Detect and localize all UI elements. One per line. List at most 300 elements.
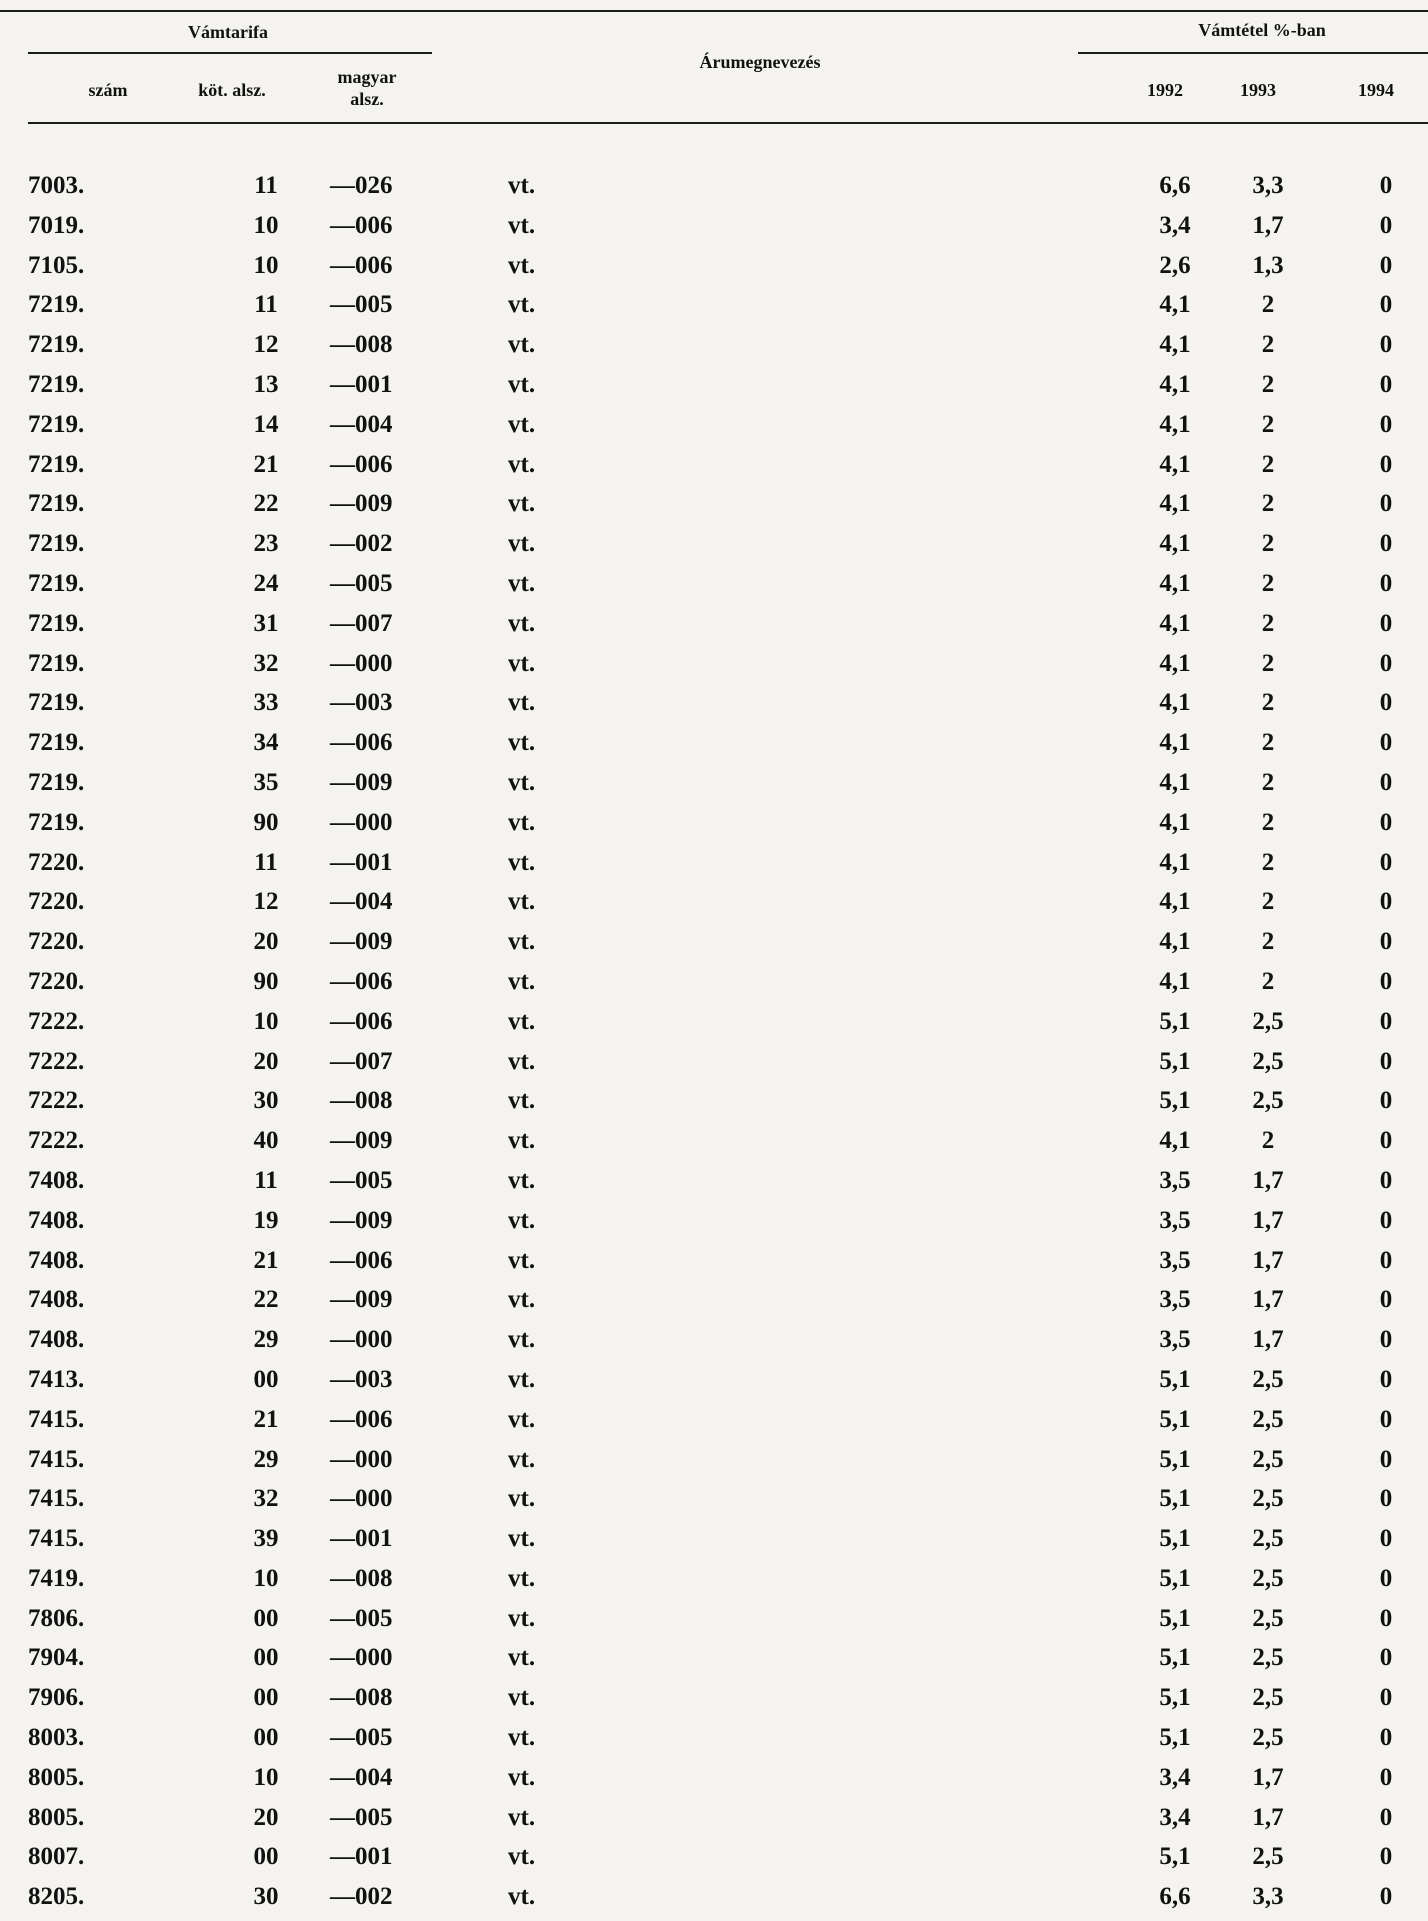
- tariff-number: [28, 1326, 84, 1354]
- tariff-number: [28, 1644, 84, 1672]
- product-name-text: vt.: [508, 1763, 536, 1791]
- rate-1994-text: 0: [1379, 1365, 1393, 1393]
- tariff-number-text: 7105.: [28, 251, 85, 279]
- magyar-alsz-text: —000: [330, 649, 393, 677]
- table-body: [0, 168, 1428, 1919]
- product-name: [508, 1724, 535, 1752]
- magyar-alsz-text: —006: [330, 1405, 393, 1433]
- product-name: [508, 1127, 535, 1155]
- rate-1992-text: 3,4: [1159, 1763, 1191, 1791]
- magyar-alsz-text: —007: [330, 609, 393, 637]
- rate-1994-text: 0: [1379, 1445, 1393, 1473]
- rate-1994-text: 0: [1379, 1724, 1393, 1752]
- rate-1992-text: 3,4: [1159, 1803, 1191, 1831]
- product-name: [508, 172, 535, 200]
- table-row: [0, 208, 1428, 248]
- product-name-text: vt.: [508, 211, 536, 239]
- product-name: [508, 1883, 535, 1911]
- product-name: [508, 1406, 535, 1434]
- tariff-number: [28, 650, 84, 678]
- kot-alsz-text: 10: [253, 251, 279, 279]
- kot-alsz-text: 10: [253, 211, 279, 239]
- product-name-text: vt.: [508, 1684, 536, 1712]
- product-name: [508, 1286, 535, 1314]
- rate-1993-text: 1,7: [1252, 1246, 1284, 1274]
- header-year-1993: 1993: [1240, 80, 1276, 100]
- rate-1992-text: 3,5: [1159, 1286, 1191, 1314]
- rate-1992-text: 3,5: [1159, 1246, 1191, 1274]
- product-name-text: vt.: [508, 1087, 536, 1115]
- kot-alsz-text: 00: [253, 1604, 279, 1632]
- table-row: [0, 1044, 1428, 1084]
- tariff-number-text: 7408.: [28, 1166, 85, 1194]
- tariff-number: [28, 331, 84, 359]
- product-name: [508, 769, 535, 797]
- tariff-number-text: 7408.: [28, 1326, 85, 1354]
- table-row: [0, 1521, 1428, 1561]
- rate-1992-text: 5,1: [1159, 1604, 1191, 1632]
- table-row: [0, 606, 1428, 646]
- tariff-number-text: 7219.: [28, 649, 85, 677]
- tariff-number-text: 8007.: [28, 1843, 85, 1871]
- magyar-alsz: [330, 1127, 393, 1155]
- table-row: [0, 725, 1428, 765]
- magyar-alsz: [330, 172, 393, 200]
- tariff-number: [28, 1724, 84, 1752]
- product-name: [508, 1764, 535, 1792]
- rate-1993-text: 2: [1261, 768, 1275, 796]
- rate-1993-text: 2,5: [1252, 1525, 1284, 1553]
- product-name-text: vt.: [508, 450, 536, 478]
- tariff-number-text: 7222.: [28, 1127, 85, 1155]
- magyar-alsz-text: —008: [330, 1087, 393, 1115]
- rate-1994-text: 0: [1379, 928, 1393, 956]
- tariff-number: [28, 252, 84, 280]
- rate-1992-text: 5,1: [1159, 1365, 1191, 1393]
- tariff-number: [28, 1605, 84, 1633]
- magyar-alsz: [330, 1167, 393, 1195]
- magyar-alsz: [330, 1326, 393, 1354]
- magyar-alsz-text: —008: [330, 1684, 393, 1712]
- magyar-alsz-text: —001: [330, 848, 393, 876]
- header-szam: szám: [88, 80, 128, 100]
- rate-1993-text: 2: [1261, 689, 1275, 717]
- table-row: [0, 884, 1428, 924]
- rate-1993-text: 2,5: [1252, 1405, 1284, 1433]
- kot-alsz-text: 39: [253, 1525, 279, 1553]
- rate-1993-text: 2,5: [1252, 1644, 1284, 1672]
- product-name-text: vt.: [508, 1883, 536, 1911]
- rate-1993-text: 1,7: [1252, 1803, 1284, 1831]
- rate-1994-text: 0: [1379, 291, 1393, 319]
- rate-1992-text: 4,1: [1159, 967, 1191, 995]
- rate-1993-text: 2: [1261, 530, 1275, 558]
- product-name-text: vt.: [508, 569, 536, 597]
- magyar-alsz-text: —000: [330, 808, 393, 836]
- tariff-number-text: 7415.: [28, 1445, 85, 1473]
- tariff-number-text: 7222.: [28, 1087, 85, 1115]
- product-name-text: vt.: [508, 1127, 536, 1155]
- magyar-alsz: [330, 331, 393, 359]
- table-row: [0, 1123, 1428, 1163]
- tariff-number: [28, 1684, 84, 1712]
- rate-1994-text: 0: [1379, 1843, 1393, 1871]
- kot-alsz-text: 00: [253, 1365, 279, 1393]
- rate-1992-text: 5,1: [1159, 1445, 1191, 1473]
- table-row: [0, 1163, 1428, 1203]
- kot-alsz-text: 33: [253, 689, 279, 717]
- rate-1993-text: 3,3: [1252, 1883, 1284, 1911]
- tariff-number: [28, 451, 84, 479]
- table-row: [0, 1481, 1428, 1521]
- magyar-alsz: [330, 729, 393, 757]
- rate-1994-text: 0: [1379, 1286, 1393, 1314]
- kot-alsz-text: 10: [253, 1564, 279, 1592]
- tariff-number-text: 7219.: [28, 729, 85, 757]
- product-name-text: vt.: [508, 291, 536, 319]
- magyar-alsz-text: —002: [330, 530, 393, 558]
- magyar-alsz: [330, 1485, 393, 1513]
- header-kot-alsz: köt. alsz.: [198, 80, 266, 100]
- product-name-text: vt.: [508, 729, 536, 757]
- tariff-number-text: 7219.: [28, 370, 85, 398]
- magyar-alsz: [330, 1087, 393, 1115]
- magyar-alsz: [330, 1525, 393, 1553]
- magyar-alsz: [330, 968, 393, 996]
- table-row: [0, 566, 1428, 606]
- tariff-number-text: 7222.: [28, 1047, 85, 1075]
- magyar-alsz-text: —006: [330, 251, 393, 279]
- kot-alsz-text: 35: [253, 768, 279, 796]
- tariff-number-text: 8205.: [28, 1883, 85, 1911]
- rate-1993-text: 2: [1261, 609, 1275, 637]
- rate-1993-text: 2,5: [1252, 1007, 1284, 1035]
- magyar-alsz-text: —009: [330, 768, 393, 796]
- rate-1993-text: 2: [1261, 1127, 1275, 1155]
- product-name-text: vt.: [508, 967, 536, 995]
- rate-1994-text: 0: [1379, 848, 1393, 876]
- rate-1994-text: 0: [1379, 1087, 1393, 1115]
- rate-1992-text: 5,1: [1159, 1525, 1191, 1553]
- rate-1992-text: 4,1: [1159, 331, 1191, 359]
- kot-alsz-text: 10: [253, 1007, 279, 1035]
- magyar-alsz-text: —006: [330, 211, 393, 239]
- rate-1994-text: 0: [1379, 1644, 1393, 1672]
- rate-1994-text: 0: [1379, 1166, 1393, 1194]
- product-name: [508, 1684, 535, 1712]
- kot-alsz-text: 12: [253, 331, 279, 359]
- product-name-text: vt.: [508, 1326, 536, 1354]
- kot-alsz-text: 14: [253, 410, 279, 438]
- product-name-text: vt.: [508, 490, 536, 518]
- table-row: [0, 1004, 1428, 1044]
- table-row: [0, 327, 1428, 367]
- tariff-number: [28, 1406, 84, 1434]
- product-name: [508, 1167, 535, 1195]
- table-row: [0, 1442, 1428, 1482]
- product-name: [508, 1804, 535, 1832]
- rate-1994-text: 0: [1379, 331, 1393, 359]
- rate-1994-text: 0: [1379, 1485, 1393, 1513]
- table-row: [0, 1362, 1428, 1402]
- rate-1994-text: 0: [1379, 490, 1393, 518]
- rate-1993-text: 1,7: [1252, 1166, 1284, 1194]
- table-row: [0, 1203, 1428, 1243]
- magyar-alsz-text: —005: [330, 291, 393, 319]
- magyar-alsz: [330, 1286, 393, 1314]
- rate-1992-text: 4,1: [1159, 649, 1191, 677]
- magyar-alsz-text: —000: [330, 1644, 393, 1672]
- magyar-alsz-text: —008: [330, 1564, 393, 1592]
- rate-1992-text: 4,1: [1159, 848, 1191, 876]
- kot-alsz-text: 20: [253, 928, 279, 956]
- kot-alsz-text: 30: [253, 1087, 279, 1115]
- tariff-number: [28, 1286, 84, 1314]
- tariff-number-text: 7219.: [28, 609, 85, 637]
- magyar-alsz: [330, 212, 393, 240]
- rate-1992-text: 3,5: [1159, 1326, 1191, 1354]
- rate-1993-text: 1,3: [1252, 251, 1284, 279]
- kot-alsz-text: 21: [253, 1246, 279, 1274]
- top-rule: [0, 10, 1428, 12]
- tariff-number-text: 7419.: [28, 1564, 85, 1592]
- tariff-number-text: 7220.: [28, 888, 85, 916]
- rate-1993-text: 2: [1261, 848, 1275, 876]
- product-name-text: vt.: [508, 808, 536, 836]
- kot-alsz-text: 11: [254, 1166, 278, 1194]
- kot-alsz-text: 32: [253, 649, 279, 677]
- tariff-number: [28, 729, 84, 757]
- magyar-alsz-text: —009: [330, 1286, 393, 1314]
- rate-1994-text: 0: [1379, 967, 1393, 995]
- magyar-alsz: [330, 411, 393, 439]
- rate-1992-text: 6,6: [1159, 172, 1191, 199]
- product-name-text: vt.: [508, 1803, 536, 1831]
- rate-1992-text: 4,1: [1159, 928, 1191, 956]
- product-name-text: vt.: [508, 530, 536, 558]
- rate-1994-text: 0: [1379, 370, 1393, 398]
- kot-alsz-text: 20: [253, 1047, 279, 1075]
- rate-1994-text: 0: [1379, 1007, 1393, 1035]
- tariff-number-text: 7222.: [28, 1007, 85, 1035]
- product-name: [508, 331, 535, 359]
- kot-alsz-text: 22: [253, 1286, 279, 1314]
- rate-1993-text: 2: [1261, 729, 1275, 757]
- magyar-alsz-text: —009: [330, 928, 393, 956]
- rate-1994-text: 0: [1379, 649, 1393, 677]
- rate-1993-text: 2,5: [1252, 1843, 1284, 1871]
- product-name-text: vt.: [508, 331, 536, 359]
- rate-1992-text: 4,1: [1159, 729, 1191, 757]
- rate-1992-text: 4,1: [1159, 370, 1191, 398]
- magyar-alsz-text: —005: [330, 1803, 393, 1831]
- rate-1992-text: 5,1: [1159, 1564, 1191, 1592]
- product-name: [508, 849, 535, 877]
- magyar-alsz: [330, 849, 393, 877]
- rate-1994-text: 0: [1379, 1326, 1393, 1354]
- magyar-alsz: [330, 1247, 393, 1275]
- product-name-text: vt.: [508, 1485, 536, 1513]
- rate-1992-text: 5,1: [1159, 1485, 1191, 1513]
- tariff-number-text: 7219.: [28, 450, 85, 478]
- rate-1994-text: 0: [1379, 450, 1393, 478]
- table-row: [0, 765, 1428, 805]
- rate-1993-text: 2: [1261, 410, 1275, 438]
- rate-1993-text: 2,5: [1252, 1485, 1284, 1513]
- tariff-number: [28, 1048, 84, 1076]
- vamtarifa-underline: [28, 52, 432, 54]
- table-row: [0, 287, 1428, 327]
- table-row: [0, 924, 1428, 964]
- rate-1992-text: 5,1: [1159, 1007, 1191, 1035]
- product-name: [508, 570, 535, 598]
- tariff-number-text: 7220.: [28, 967, 85, 995]
- rate-1993-text: 2,5: [1252, 1724, 1284, 1752]
- magyar-alsz-text: —005: [330, 1604, 393, 1632]
- product-name-text: vt.: [508, 1286, 536, 1314]
- magyar-alsz: [330, 371, 393, 399]
- rate-1994-text: 0: [1379, 251, 1393, 279]
- product-name: [508, 689, 535, 717]
- tariff-number: [28, 769, 84, 797]
- kot-alsz-text: 90: [253, 967, 279, 995]
- kot-alsz-text: 40: [253, 1127, 279, 1155]
- magyar-alsz: [330, 1724, 393, 1752]
- table-row: [0, 1839, 1428, 1879]
- magyar-alsz: [330, 570, 393, 598]
- magyar-alsz: [330, 1804, 393, 1832]
- magyar-alsz: [330, 689, 393, 717]
- rate-1994-text: 0: [1379, 569, 1393, 597]
- table-row: [0, 685, 1428, 725]
- rate-1992-text: 4,1: [1159, 1127, 1191, 1155]
- kot-alsz-text: 11: [254, 172, 278, 199]
- kot-alsz-text: 12: [253, 888, 279, 916]
- tariff-number-text: 7219.: [28, 569, 85, 597]
- product-name: [508, 928, 535, 956]
- rate-1994-text: 0: [1379, 530, 1393, 558]
- product-name-text: vt.: [508, 410, 536, 438]
- product-name-text: vt.: [508, 928, 536, 956]
- header-year-1994: 1994: [1358, 80, 1394, 100]
- rate-1994-text: 0: [1379, 768, 1393, 796]
- rate-1993-text: 2,5: [1252, 1604, 1284, 1632]
- rate-1992-text: 3,4: [1159, 211, 1191, 239]
- rate-1994-text: 0: [1379, 729, 1393, 757]
- tariff-number-text: 7408.: [28, 1206, 85, 1234]
- product-name: [508, 1446, 535, 1474]
- magyar-alsz: [330, 1605, 393, 1633]
- kot-alsz-text: 24: [253, 569, 279, 597]
- rate-1992-text: 2,6: [1159, 251, 1191, 279]
- rate-1994-text: 0: [1379, 1206, 1393, 1234]
- tariff-number-text: 8005.: [28, 1763, 85, 1791]
- header-vamtetel: Vámtétel %-ban: [1198, 20, 1326, 40]
- kot-alsz-text: 29: [253, 1445, 279, 1473]
- kot-alsz-text: 30: [253, 1883, 279, 1911]
- tariff-number: [28, 1207, 84, 1235]
- magyar-alsz: [330, 291, 393, 319]
- rate-1993-text: 2,5: [1252, 1445, 1284, 1473]
- kot-alsz-text: 34: [253, 729, 279, 757]
- tariff-number-text: 7220.: [28, 928, 85, 956]
- rate-1993-text: 2: [1261, 928, 1275, 956]
- tariff-number: [28, 490, 84, 518]
- table-row: [0, 486, 1428, 526]
- product-name-text: vt.: [508, 1166, 536, 1194]
- kot-alsz-text: 32: [253, 1485, 279, 1513]
- tariff-number-text: 7413.: [28, 1365, 85, 1393]
- rate-1994-text: 0: [1379, 1405, 1393, 1433]
- table-row: [0, 1720, 1428, 1760]
- tariff-number-text: 7219.: [28, 410, 85, 438]
- rate-1993-text: 2,5: [1252, 1047, 1284, 1075]
- header-vamtarifa: Vámtarifa: [188, 22, 268, 42]
- table-row: [0, 1282, 1428, 1322]
- tariff-number-text: 7906.: [28, 1684, 85, 1712]
- magyar-alsz-text: —007: [330, 1047, 393, 1075]
- tariff-number: [28, 1366, 84, 1394]
- product-name-text: vt.: [508, 848, 536, 876]
- magyar-alsz-text: —026: [330, 172, 393, 199]
- product-name-text: vt.: [508, 251, 536, 279]
- table-row: [0, 1680, 1428, 1720]
- product-name-text: vt.: [508, 1445, 536, 1473]
- rate-1993-text: 3,3: [1252, 172, 1284, 199]
- rate-1993-text: 2,5: [1252, 1564, 1284, 1592]
- magyar-alsz-text: —006: [330, 729, 393, 757]
- rate-1993-text: 2: [1261, 370, 1275, 398]
- magyar-alsz-text: —003: [330, 1365, 393, 1393]
- product-name: [508, 1326, 535, 1354]
- rate-1992-text: 3,5: [1159, 1206, 1191, 1234]
- product-name: [508, 291, 535, 319]
- product-name: [508, 451, 535, 479]
- product-name: [508, 888, 535, 916]
- rate-1993-text: 2,5: [1252, 1087, 1284, 1115]
- product-name-text: vt.: [508, 768, 536, 796]
- rate-1992-text: 5,1: [1159, 1644, 1191, 1672]
- table-row: [0, 248, 1428, 288]
- rate-1992-text: 5,1: [1159, 1684, 1191, 1712]
- magyar-alsz-text: —004: [330, 888, 393, 916]
- rate-1993-text: 1,7: [1252, 1286, 1284, 1314]
- magyar-alsz-text: —003: [330, 689, 393, 717]
- tariff-number: [28, 1485, 84, 1513]
- tariff-number: [28, 849, 84, 877]
- product-name: [508, 610, 535, 638]
- rate-1993-text: 2: [1261, 569, 1275, 597]
- tariff-number-text: 7219.: [28, 291, 85, 319]
- rate-1994-text: 0: [1379, 609, 1393, 637]
- table-row: [0, 1800, 1428, 1840]
- rate-1993-text: 2: [1261, 291, 1275, 319]
- rate-1994-text: 0: [1379, 1127, 1393, 1155]
- rate-1994-text: 0: [1379, 1564, 1393, 1592]
- vamtetel-underline: [1078, 52, 1428, 54]
- rate-1993-text: 2: [1261, 490, 1275, 518]
- tariff-number: [28, 1247, 84, 1275]
- magyar-alsz-text: —005: [330, 1724, 393, 1752]
- kot-alsz-text: 13: [253, 370, 279, 398]
- magyar-alsz-text: —000: [330, 1445, 393, 1473]
- magyar-alsz: [330, 490, 393, 518]
- tariff-number: [28, 1087, 84, 1115]
- rate-1993-text: 1,7: [1252, 1326, 1284, 1354]
- table-row: [0, 1322, 1428, 1362]
- table-row: [0, 1243, 1428, 1283]
- header-arumegnevezes: Árumegnevezés: [699, 52, 821, 72]
